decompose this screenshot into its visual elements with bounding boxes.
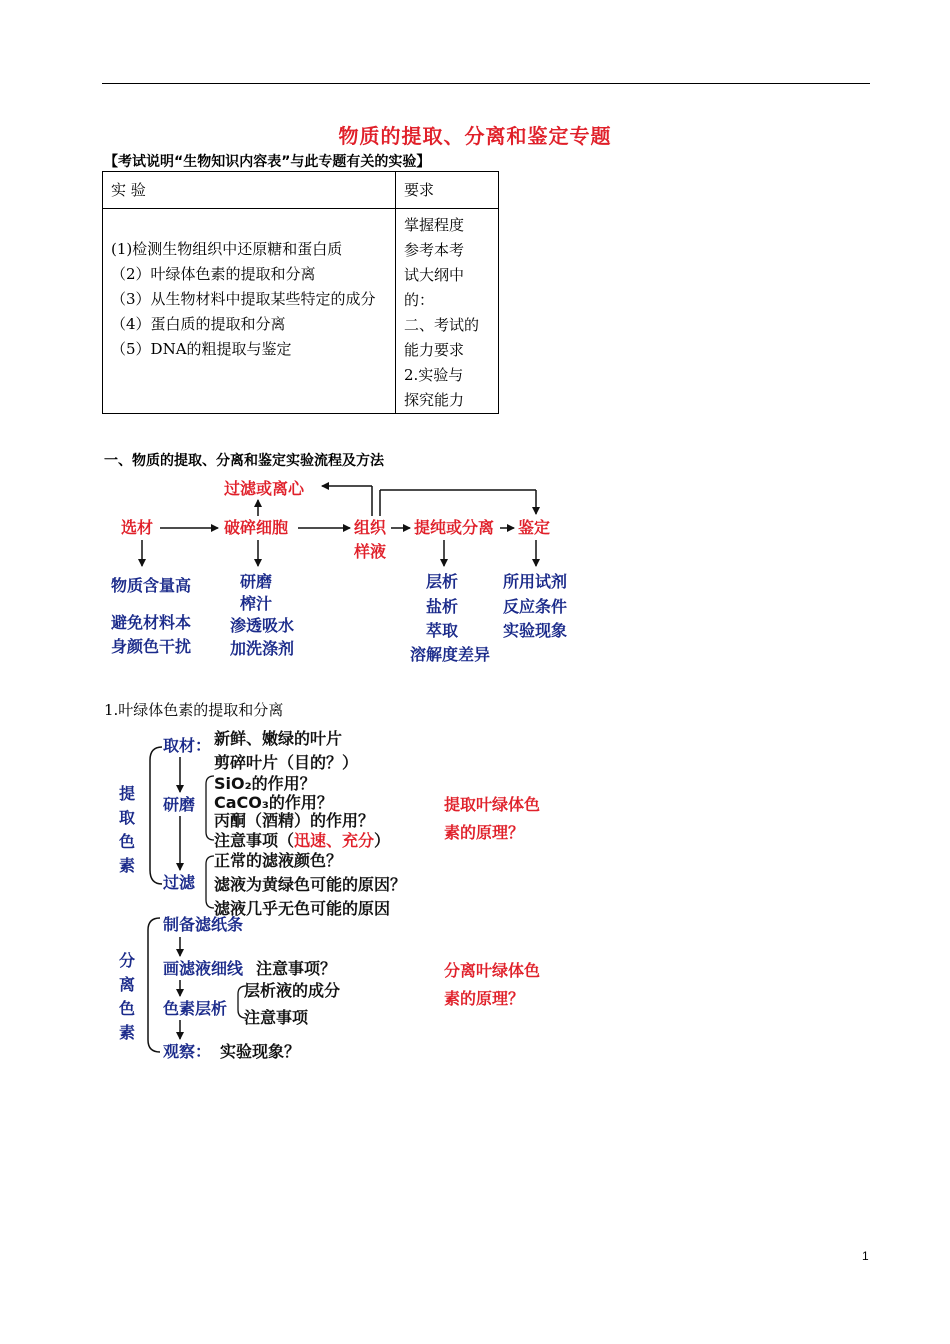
flow-note: 物质含量高 — [111, 576, 192, 595]
flow-step-purify: 提纯或分离 — [414, 518, 495, 537]
list-item: （3）从生物材料中提取某些特定的成分 — [111, 290, 376, 308]
detail-text: 层析液的成分 — [244, 981, 341, 1000]
principle-question: 素的原理？ — [444, 989, 525, 1008]
flow-note: 加洗涤剂 — [230, 639, 295, 658]
separate-label-char: 离 — [119, 975, 136, 994]
extract-label-char: 色 — [119, 832, 136, 851]
section-title: 一、物质的提取、分离和鉴定实验流程及方法 — [104, 453, 384, 469]
principle-question: 分离叶绿体色 — [444, 961, 541, 980]
detail-text: 正常的滤液颜色？ — [214, 851, 343, 870]
detail-text: 实验现象？ — [220, 1042, 301, 1061]
flow-note: 身颜色干扰 — [111, 637, 192, 656]
flow-note: 萃取 — [426, 621, 459, 640]
header-requirement: 要求 — [396, 172, 499, 209]
detail-text: 注意事项（迅速、充分） — [214, 831, 391, 850]
extract-label-char: 取 — [119, 808, 136, 827]
detail-text: 滤液几乎无色可能的原因 — [214, 899, 391, 918]
step-grind: 研磨 — [163, 795, 196, 814]
flow-note: 反应条件 — [503, 597, 568, 616]
page-number: 1 — [862, 1249, 869, 1263]
step-chromatography: 色素层析 — [163, 999, 228, 1018]
brace-grind — [206, 776, 214, 840]
brace-extract — [150, 747, 162, 884]
detail-text: 丙酮（酒精）的作用？ — [214, 811, 375, 830]
header-experiment: 实 验 — [103, 172, 396, 209]
list-item: (1)检测生物组织中还原糖和蛋白质 — [111, 240, 343, 258]
flow-note: 溶解度差异 — [410, 645, 491, 664]
principle-question: 素的原理？ — [444, 823, 525, 842]
detail-text: 剪碎叶片（目的？） — [214, 753, 359, 772]
step-prepare-paper: 制备滤纸条 — [163, 915, 244, 934]
flow-step-select: 选材 — [121, 518, 154, 537]
step-take-material: 取材： — [163, 736, 212, 755]
extract-label-char: 提 — [119, 784, 136, 803]
page-title: 物质的提取、分离和鉴定专题 — [338, 124, 612, 148]
flow-note: 研磨 — [240, 572, 273, 591]
chlorophyll-diagram — [119, 729, 540, 1061]
brace-separate — [148, 918, 160, 1052]
flow-top-label: 过滤或离心 — [224, 479, 305, 498]
detail-text: CaCO₃的作用？ — [214, 793, 333, 812]
list-item: （5）DNA的粗提取与鉴定 — [111, 340, 292, 358]
flow-note: 避免材料本 — [111, 613, 192, 632]
exam-note: 【考试说明“生物知识内容表”与此专题有关的实验】 — [104, 154, 431, 170]
extract-label-char: 素 — [119, 856, 136, 875]
flow-step-break-cells: 破碎细胞 — [224, 518, 289, 537]
flow-note: 榨汁 — [240, 594, 273, 613]
detail-text: 注意事项？ — [256, 959, 337, 978]
flow-note: 盐析 — [426, 597, 459, 616]
step-observe: 观察： — [163, 1042, 212, 1061]
subsection-title: 1.叶绿体色素的提取和分离 — [104, 701, 284, 719]
flow-note: 所用试剂 — [503, 572, 568, 591]
step-filter: 过滤 — [163, 873, 196, 892]
detail-text: 滤液为黄绿色可能的原因？ — [214, 875, 407, 894]
separate-label-char: 色 — [119, 999, 136, 1018]
extraction-flow-diagram — [110, 479, 567, 664]
list-item: （2）叶绿体色素的提取和分离 — [111, 265, 316, 283]
separate-label-char: 素 — [119, 1023, 136, 1042]
detail-text: 注意事项 — [244, 1008, 309, 1027]
principle-question: 提取叶绿体色 — [444, 795, 541, 814]
brace-filter — [206, 856, 214, 908]
flow-note: 实验现象 — [503, 621, 568, 640]
flow-step-identify: 鉴定 — [518, 518, 551, 537]
step-draw-line: 画滤液细线 — [163, 959, 244, 978]
flow-note: 渗透吸水 — [230, 616, 295, 635]
detail-text: SiO₂的作用？ — [214, 774, 316, 793]
list-item: （4）蛋白质的提取和分离 — [111, 315, 286, 333]
flow-step-sample: 样液 — [354, 542, 387, 561]
detail-text: 新鲜、嫩绿的叶片 — [214, 729, 343, 748]
flow-note: 层析 — [426, 572, 459, 591]
requirement-text: 掌握程度 参考本考 试大纲中 的： 二、考试的 能力要求 2.实验与 探究能力 — [404, 216, 480, 409]
flow-step-tissue: 组织 — [354, 518, 387, 537]
separate-label-char: 分 — [119, 951, 136, 970]
